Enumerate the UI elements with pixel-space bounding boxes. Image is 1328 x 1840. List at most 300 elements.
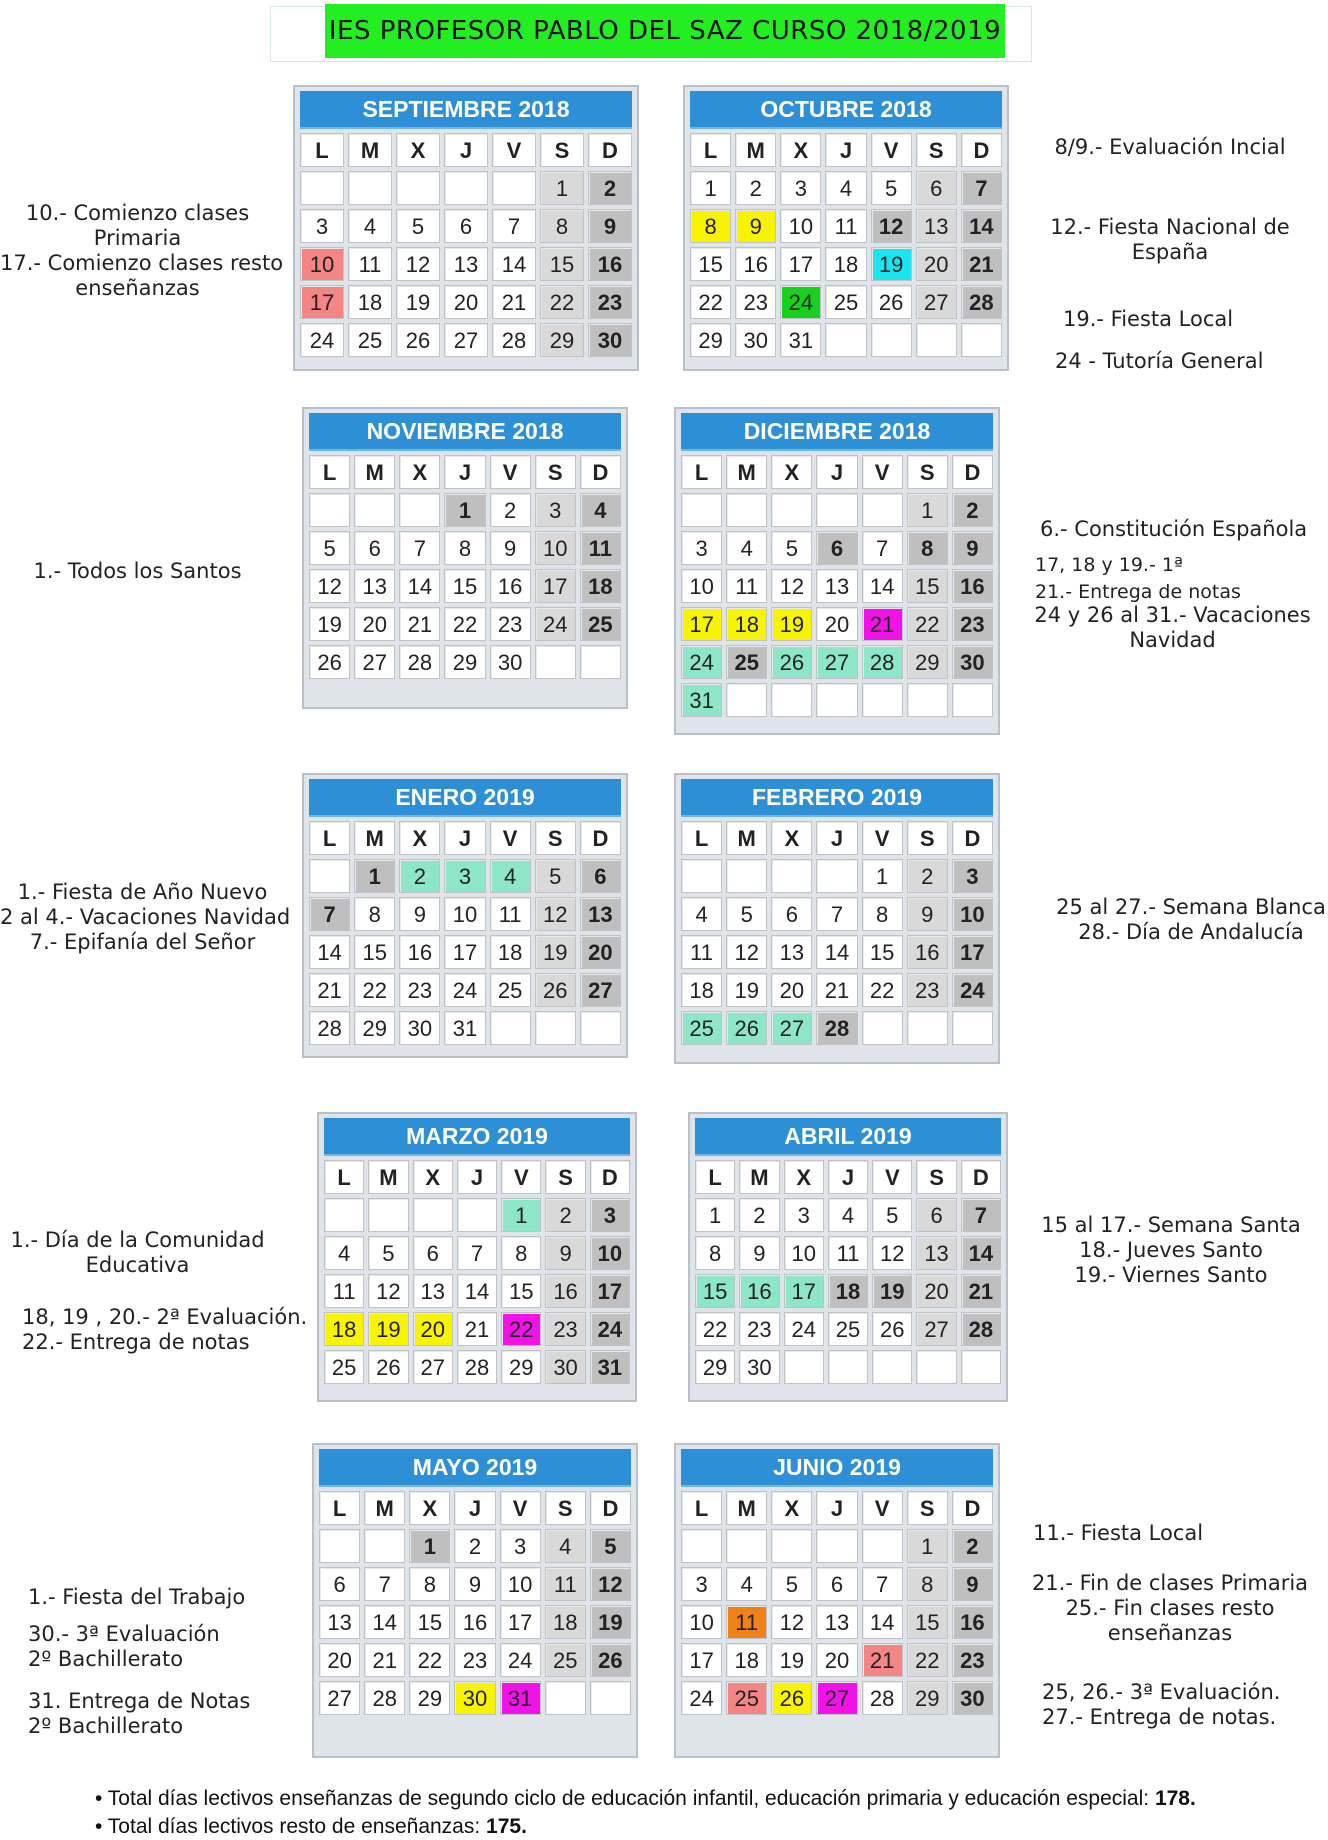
day-cell: 7 <box>364 1567 405 1601</box>
day-cell: 18 <box>726 1643 767 1677</box>
weekday-header: M <box>726 1491 767 1525</box>
day-cell: 23 <box>735 285 776 319</box>
empty-cell <box>784 1350 824 1384</box>
day-cell: 5 <box>309 531 350 565</box>
day-cell: 12 <box>871 209 912 243</box>
day-cell: 17 <box>300 285 344 319</box>
note-june-1 <box>1033 1521 1203 1546</box>
day-cell: 9 <box>454 1567 495 1601</box>
day-cell: 18 <box>681 973 722 1007</box>
weekday-header: M <box>735 133 776 167</box>
note-december-4 <box>1030 603 1315 653</box>
weekday-header: X <box>409 1491 450 1525</box>
day-cell: 3 <box>681 1567 722 1601</box>
day-cell: 4 <box>828 1198 868 1232</box>
day-cell: 21 <box>309 973 350 1007</box>
day-cell: 24 <box>681 645 722 679</box>
day-cell: 27 <box>319 1681 360 1715</box>
footer-label: • Total días lectivos enseñanzas de segundo ciclo de educación infantil, educación primaria y educación especial: <box>95 1787 1155 1810</box>
empty-cell <box>300 171 344 205</box>
day-cell: 7 <box>309 897 350 931</box>
day-cell: 12 <box>309 569 350 603</box>
weekday-header: D <box>580 455 621 489</box>
day-cell: 20 <box>771 973 812 1007</box>
day-cell: 29 <box>540 323 584 357</box>
day-cell: 23 <box>588 285 632 319</box>
day-cell: 22 <box>501 1312 541 1346</box>
day-cell: 8 <box>444 531 485 565</box>
day-cell: 14 <box>816 935 857 969</box>
day-cell: 12 <box>590 1567 631 1601</box>
month-title: SEPTIEMBRE 2018 <box>300 91 632 129</box>
weekday-header: V <box>490 821 531 855</box>
empty-cell <box>492 171 536 205</box>
day-cell: 14 <box>862 569 903 603</box>
empty-cell <box>871 323 912 357</box>
day-cell: 21 <box>961 1274 1001 1308</box>
empty-cell <box>413 1198 453 1232</box>
empty-cell <box>348 171 392 205</box>
weekday-header: D <box>961 1160 1001 1194</box>
weekday-header: V <box>862 455 903 489</box>
weekday-header: S <box>540 133 584 167</box>
day-cell: 4 <box>681 897 722 931</box>
empty-cell <box>828 1350 868 1384</box>
weekday-header: X <box>771 1491 812 1525</box>
month-grid <box>317 1491 633 1715</box>
day-cell: 7 <box>961 171 1002 205</box>
day-cell: 11 <box>324 1274 364 1308</box>
day-cell: 24 <box>784 1312 824 1346</box>
day-cell: 2 <box>545 1198 585 1232</box>
day-cell: 21 <box>816 973 857 1007</box>
empty-cell <box>535 645 576 679</box>
note-september <box>0 201 284 301</box>
day-cell: 26 <box>872 1312 912 1346</box>
day-cell: 28 <box>816 1011 857 1045</box>
weekday-header: J <box>816 821 857 855</box>
empty-cell <box>907 683 948 717</box>
note-line: 30.- 3ª Evaluación <box>28 1622 220 1646</box>
day-cell: 27 <box>816 1681 857 1715</box>
day-cell: 5 <box>590 1529 631 1563</box>
day-cell: 22 <box>354 973 395 1007</box>
day-cell: 6 <box>816 1567 857 1601</box>
weekday-header: J <box>444 455 485 489</box>
day-cell: 6 <box>816 531 857 565</box>
note-june-3 <box>1042 1680 1280 1730</box>
day-cell: 24 <box>535 607 576 641</box>
empty-cell <box>771 859 812 893</box>
calendar-december <box>674 407 1000 735</box>
day-cell: 14 <box>364 1605 405 1639</box>
empty-cell <box>580 1011 621 1045</box>
note-june-2 <box>1030 1571 1310 1646</box>
day-cell: 19 <box>771 1643 812 1677</box>
day-cell: 11 <box>726 1605 767 1639</box>
day-cell: 31 <box>780 323 821 357</box>
empty-cell <box>816 493 857 527</box>
note-line: 25, 26.- 3ª Evaluación. <box>1042 1680 1281 1704</box>
month-grid <box>679 1491 995 1715</box>
footer-label: • Total días lectivos resto de enseñanzas: <box>95 1815 487 1838</box>
day-cell: 24 <box>780 285 821 319</box>
day-cell: 28 <box>309 1011 350 1045</box>
day-cell: 12 <box>726 935 767 969</box>
day-cell: 9 <box>490 531 531 565</box>
day-cell: 17 <box>681 1643 722 1677</box>
weekday-header: X <box>399 821 440 855</box>
weekday-header: J <box>816 1491 857 1525</box>
day-cell: 25 <box>825 285 866 319</box>
day-cell: 10 <box>780 209 821 243</box>
empty-cell <box>771 683 812 717</box>
note-line: 21.- Fin de clases Primaria <box>1031 1571 1309 1595</box>
page-title: IES PROFESOR PABLO DEL SAZ CURSO 2018/2019 <box>325 4 1005 58</box>
day-cell: 26 <box>771 1681 812 1715</box>
day-cell: 6 <box>916 171 957 205</box>
day-cell: 13 <box>771 935 812 969</box>
day-cell: 6 <box>771 897 812 931</box>
weekday-header: S <box>907 1491 948 1525</box>
day-cell: 15 <box>501 1274 541 1308</box>
day-cell: 18 <box>825 247 866 281</box>
day-cell: 2 <box>739 1198 779 1232</box>
empty-cell <box>354 493 395 527</box>
empty-cell <box>444 171 488 205</box>
day-cell: 4 <box>726 531 767 565</box>
weekday-header: D <box>952 455 993 489</box>
day-cell: 26 <box>396 323 440 357</box>
day-cell: 16 <box>952 569 993 603</box>
day-cell: 19 <box>771 607 812 641</box>
empty-cell <box>324 1198 364 1232</box>
day-cell: 3 <box>444 859 485 893</box>
day-cell: 3 <box>681 531 722 565</box>
day-cell: 29 <box>907 645 948 679</box>
day-cell: 18 <box>726 607 767 641</box>
weekday-header: M <box>368 1160 408 1194</box>
empty-cell <box>364 1529 405 1563</box>
day-cell: 5 <box>368 1236 408 1270</box>
month-grid <box>679 455 995 717</box>
note-line: 2º Bachillerato <box>28 1714 184 1738</box>
weekday-header: S <box>545 1160 585 1194</box>
day-cell: 24 <box>952 973 993 1007</box>
weekday-header: V <box>492 133 536 167</box>
day-cell: 15 <box>907 1605 948 1639</box>
empty-cell <box>862 1529 903 1563</box>
day-cell: 21 <box>364 1643 405 1677</box>
day-cell: 2 <box>454 1529 495 1563</box>
day-cell: 18 <box>490 935 531 969</box>
day-cell: 9 <box>588 209 632 243</box>
calendar-march <box>317 1112 637 1402</box>
day-cell: 13 <box>580 897 621 931</box>
weekday-header: D <box>952 1491 993 1525</box>
footer-total-resto <box>95 1815 527 1839</box>
day-cell: 21 <box>492 285 536 319</box>
day-cell: 13 <box>413 1274 453 1308</box>
note-line: 10.- Comienzo clases <box>25 201 250 225</box>
day-cell: 28 <box>862 645 903 679</box>
day-cell: 12 <box>368 1274 408 1308</box>
note-line: 17.- Comienzo clases resto <box>0 251 284 275</box>
weekday-header: S <box>535 455 576 489</box>
day-cell: 13 <box>816 1605 857 1639</box>
day-cell: 18 <box>828 1274 868 1308</box>
day-cell: 1 <box>695 1198 735 1232</box>
day-cell: 30 <box>545 1350 585 1384</box>
day-cell: 9 <box>739 1236 779 1270</box>
empty-cell <box>872 1350 912 1384</box>
note-line: 19.- Fiesta Local <box>1063 307 1234 331</box>
weekday-header: D <box>590 1160 630 1194</box>
note-line: 1.- Día de la Comunidad <box>10 1228 265 1252</box>
calendar-may <box>312 1443 638 1758</box>
day-cell: 27 <box>444 323 488 357</box>
note-april <box>1035 1213 1307 1288</box>
weekday-header: S <box>907 455 948 489</box>
day-cell: 9 <box>545 1236 585 1270</box>
calendar-november <box>302 407 628 709</box>
day-cell: 22 <box>444 607 485 641</box>
day-cell: 16 <box>545 1274 585 1308</box>
empty-cell <box>726 493 767 527</box>
day-cell: 6 <box>580 859 621 893</box>
day-cell: 17 <box>590 1274 630 1308</box>
empty-cell <box>457 1198 497 1232</box>
day-cell: 23 <box>952 1643 993 1677</box>
month-title: OCTUBRE 2018 <box>690 91 1002 129</box>
weekday-header: X <box>413 1160 453 1194</box>
weekday-header: J <box>454 1491 495 1525</box>
weekday-header: V <box>871 133 912 167</box>
note-october-1 <box>1040 135 1300 160</box>
day-cell: 11 <box>545 1567 586 1601</box>
day-cell: 9 <box>735 209 776 243</box>
day-cell: 13 <box>916 1236 956 1270</box>
day-cell: 24 <box>444 973 485 1007</box>
day-cell: 22 <box>695 1312 735 1346</box>
day-cell: 16 <box>490 569 531 603</box>
day-cell: 29 <box>409 1681 450 1715</box>
weekday-header: J <box>828 1160 868 1194</box>
day-cell: 21 <box>961 247 1002 281</box>
day-cell: 17 <box>681 607 722 641</box>
day-cell: 11 <box>828 1236 868 1270</box>
day-cell: 19 <box>872 1274 912 1308</box>
day-cell: 25 <box>490 973 531 1007</box>
day-cell: 18 <box>545 1605 586 1639</box>
day-cell: 15 <box>690 247 731 281</box>
day-cell: 5 <box>771 1567 812 1601</box>
day-cell: 18 <box>324 1312 364 1346</box>
day-cell: 9 <box>952 531 993 565</box>
day-cell: 26 <box>368 1350 408 1384</box>
day-cell: 20 <box>916 1274 956 1308</box>
day-cell: 4 <box>324 1236 364 1270</box>
weekday-header: X <box>771 455 812 489</box>
empty-cell <box>862 683 903 717</box>
note-line: enseñanzas <box>75 276 200 300</box>
note-line: 15 al 17.- Semana Santa <box>1041 1213 1301 1237</box>
note-line: 12.- Fiesta Nacional de <box>1050 215 1290 239</box>
note-december-3 <box>1035 580 1241 605</box>
weekday-header: M <box>364 1491 405 1525</box>
day-cell: 29 <box>695 1350 735 1384</box>
empty-cell <box>771 493 812 527</box>
empty-cell <box>681 1529 722 1563</box>
note-line: 18.- Jueves Santo <box>1079 1238 1263 1262</box>
day-cell: 3 <box>535 493 576 527</box>
day-cell: 2 <box>735 171 776 205</box>
day-cell: 6 <box>916 1198 956 1232</box>
weekday-header: L <box>319 1491 360 1525</box>
note-may-1 <box>28 1585 245 1610</box>
day-cell: 17 <box>952 935 993 969</box>
calendar-january <box>302 773 628 1058</box>
day-cell: 17 <box>780 247 821 281</box>
empty-cell <box>545 1681 586 1715</box>
day-cell: 26 <box>590 1643 631 1677</box>
day-cell: 1 <box>690 171 731 205</box>
note-line: 1.- Fiesta del Trabajo <box>28 1585 246 1609</box>
day-cell: 27 <box>916 285 957 319</box>
weekday-header: D <box>580 821 621 855</box>
day-cell: 24 <box>500 1643 541 1677</box>
day-cell: 22 <box>907 1643 948 1677</box>
day-cell: 1 <box>862 859 903 893</box>
day-cell: 2 <box>588 171 632 205</box>
month-grid <box>679 821 995 1045</box>
note-march-1 <box>0 1228 275 1278</box>
weekday-header: L <box>681 1491 722 1525</box>
day-cell: 25 <box>726 1681 767 1715</box>
day-cell: 14 <box>309 935 350 969</box>
day-cell: 7 <box>816 897 857 931</box>
month-title: ENERO 2019 <box>309 779 621 817</box>
day-cell: 14 <box>961 209 1002 243</box>
note-line: Navidad <box>1129 628 1216 652</box>
day-cell: 8 <box>409 1567 450 1601</box>
weekday-header: S <box>916 133 957 167</box>
day-cell: 23 <box>545 1312 585 1346</box>
day-cell: 22 <box>862 973 903 1007</box>
day-cell: 20 <box>916 247 957 281</box>
weekday-header: M <box>354 821 395 855</box>
day-cell: 27 <box>354 645 395 679</box>
day-cell: 6 <box>319 1567 360 1601</box>
day-cell: 26 <box>726 1011 767 1045</box>
empty-cell <box>952 683 993 717</box>
day-cell: 2 <box>907 859 948 893</box>
day-cell: 14 <box>961 1236 1001 1270</box>
day-cell: 14 <box>457 1274 497 1308</box>
day-cell: 15 <box>354 935 395 969</box>
weekday-header: M <box>739 1160 779 1194</box>
weekday-header: V <box>872 1160 912 1194</box>
note-line: 19.- Viernes Santo <box>1074 1263 1268 1287</box>
empty-cell <box>726 859 767 893</box>
day-cell: 9 <box>399 897 440 931</box>
note-may-2 <box>28 1622 220 1672</box>
note-line: Primaria <box>93 226 182 250</box>
day-cell: 20 <box>354 607 395 641</box>
day-cell: 30 <box>952 1681 993 1715</box>
day-cell: 20 <box>444 285 488 319</box>
day-cell: 5 <box>872 1198 912 1232</box>
day-cell: 11 <box>490 897 531 931</box>
day-cell: 15 <box>695 1274 735 1308</box>
note-january <box>0 880 291 955</box>
day-cell: 1 <box>907 493 948 527</box>
day-cell: 30 <box>739 1350 779 1384</box>
day-cell: 14 <box>862 1605 903 1639</box>
day-cell: 31 <box>444 1011 485 1045</box>
weekday-header: S <box>535 821 576 855</box>
empty-cell <box>681 859 722 893</box>
day-cell: 23 <box>490 607 531 641</box>
day-cell: 1 <box>354 859 395 893</box>
day-cell: 1 <box>907 1529 948 1563</box>
day-cell: 17 <box>444 935 485 969</box>
day-cell: 26 <box>771 645 812 679</box>
day-cell: 29 <box>501 1350 541 1384</box>
weekday-header: J <box>816 455 857 489</box>
calendar-april <box>688 1112 1008 1402</box>
weekday-header: X <box>396 133 440 167</box>
month-title: NOVIEMBRE 2018 <box>309 413 621 451</box>
month-grid <box>688 133 1004 357</box>
day-cell: 7 <box>961 1198 1001 1232</box>
month-title: JUNIO 2019 <box>681 1449 993 1487</box>
empty-cell <box>319 1529 360 1563</box>
day-cell: 7 <box>399 531 440 565</box>
day-cell: 6 <box>413 1236 453 1270</box>
day-cell: 1 <box>540 171 584 205</box>
day-cell: 16 <box>735 247 776 281</box>
empty-cell <box>816 1529 857 1563</box>
day-cell: 29 <box>690 323 731 357</box>
day-cell: 15 <box>444 569 485 603</box>
empty-cell <box>309 859 350 893</box>
weekday-header: V <box>862 1491 903 1525</box>
empty-cell <box>952 1011 993 1045</box>
day-cell: 4 <box>545 1529 586 1563</box>
day-cell: 20 <box>413 1312 453 1346</box>
note-october-3 <box>1063 307 1233 332</box>
note-line: 8/9.- Evaluación Incial <box>1054 135 1286 159</box>
month-title: MAYO 2019 <box>319 1449 631 1487</box>
day-cell: 24 <box>590 1312 630 1346</box>
day-cell: 27 <box>916 1312 956 1346</box>
day-cell: 10 <box>784 1236 824 1270</box>
note-line: enseñanzas <box>1107 1621 1233 1645</box>
day-cell: 28 <box>961 285 1002 319</box>
empty-cell <box>726 683 767 717</box>
weekday-header: V <box>490 455 531 489</box>
day-cell: 19 <box>871 247 912 281</box>
day-cell: 30 <box>952 645 993 679</box>
day-cell: 1 <box>444 493 485 527</box>
day-cell: 8 <box>501 1236 541 1270</box>
day-cell: 6 <box>354 531 395 565</box>
day-cell: 4 <box>580 493 621 527</box>
day-cell: 31 <box>500 1681 541 1715</box>
footer-total-infantil-primaria <box>95 1787 1196 1811</box>
note-line: 28.- Día de Andalucía <box>1078 920 1304 944</box>
